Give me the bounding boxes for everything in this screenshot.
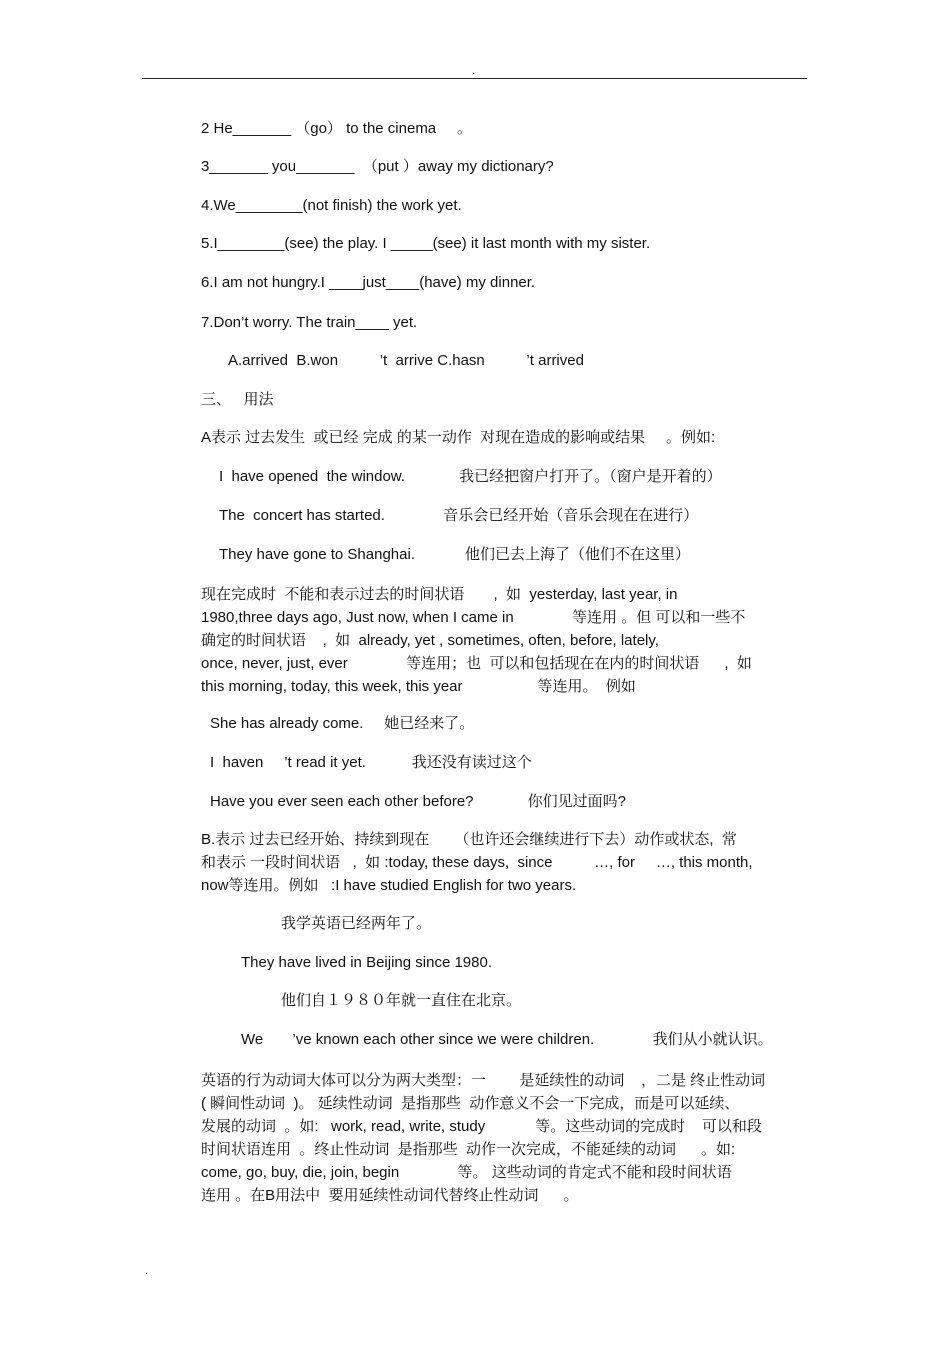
section-heading: 三、 用法 <box>201 391 274 408</box>
exercise-7: 7.Don’t worry. The train____ yet. <box>201 314 418 331</box>
section-b-paragraph <box>201 828 801 897</box>
header-mark: . <box>472 63 476 77</box>
paragraph-line: 现在完成时 不能和表示过去的时间状语 , 如 yesterday, last year, in <box>201 586 678 603</box>
example-3-line-3: 他们自１９８０年就一直住在北京。 <box>281 992 522 1009</box>
example-3-line-4: We ’ve known each other since we were children. 我们从小就认识。 <box>241 1031 773 1048</box>
exercise-7-options: A.arrived B.won ’t arrive C.hasn ’t arrived <box>228 352 584 369</box>
footer-mark: . <box>145 1263 149 1277</box>
example-3-line-2: They have lived in Beijing since 1980. <box>241 954 492 971</box>
exercise-2: 2 He_______ （go） to the cinema 。 <box>201 120 472 137</box>
paragraph-line: 1980,three days ago, Just now, when I came in 等连用 。但 可以和一些不 <box>201 609 746 626</box>
section-a-example-2: The concert has started. 音乐会已经开始（音乐会现在在进行） <box>219 507 699 524</box>
paragraph-line: 时间状语连用 。终止性动词 是指那些 动作一次完成，不能延续的动词 。如: <box>201 1141 736 1158</box>
section-a-intro: A表示 过去发生 或已经 完成 的某一动作 对现在造成的影响或结果 。例如: <box>201 429 716 446</box>
example-2-line-1: She has already come. 她已经来了。 <box>210 715 475 732</box>
exercise-4: 4.We________(not finish) the work yet. <box>201 197 462 214</box>
verb-types-paragraph <box>201 1069 801 1207</box>
example-3-line-1: 我学英语已经两年了。 <box>281 915 432 932</box>
paragraph-line: 和表示 一段时间状语 , 如 :today, these days, since …, for …, this month, <box>201 854 753 871</box>
paragraph-line: now等连用。例如 :I have studied English for two years. <box>201 877 577 894</box>
paragraph-line: come, go, buy, die, join, begin 等。 这些动词的肯定式不能和段时间状语 <box>201 1164 732 1181</box>
paragraph-line: once, never, just, ever 等连用；也 可以和包括现在在内的时间状语 , 如 <box>201 655 752 672</box>
paragraph-line: 确定的时间状语 , 如 already, yet , sometimes, often, before, lately, <box>201 632 659 649</box>
header-rule <box>142 78 807 79</box>
time-adverbial-paragraph <box>201 583 801 698</box>
paragraph-line: 发展的动词 。如: work, read, write, study 等。这些动词的完成时 可以和段 <box>201 1118 762 1135</box>
exercise-6: 6.I am not hungry.I ____just____(have) my dinner. <box>201 274 536 291</box>
exercise-3: 3_______ you_______ （put ）away my dictionary? <box>201 158 554 175</box>
example-2-line-3: Have you ever seen each other before? 你们见过面吗? <box>210 793 627 810</box>
paragraph-line: 连用 。在B用法中 要用延续性动词代替终止性动词 。 <box>201 1187 579 1204</box>
paragraph-line: this morning, today, this week, this year 等连用。 例如 <box>201 678 636 695</box>
section-a-example-3: They have gone to Shanghai. 他们已去上海了（他们不在这里） <box>219 546 690 563</box>
exercise-5: 5.I________(see) the play. I _____(see) it last month with my sister. <box>201 235 651 252</box>
section-a-example-1: I have opened the window. 我已经把窗户打开了。（窗户是开着的） <box>219 468 722 485</box>
paragraph-line: B.表示 过去已经开始、持续到现在 （也许还会继续进行下去）动作或状态, 常 <box>201 831 737 848</box>
paragraph-line: 英语的行为动词大体可以分为两大类型：一 是延续性的动词 ，二是 终止性动词 <box>201 1072 766 1089</box>
example-2-line-2: I haven ’t read it yet. 我还没有读过这个 <box>210 754 532 771</box>
paragraph-line: ( 瞬间性动词 )。 延续性动词 是指那些 动作意义不会一下完成，而是可以延续、 <box>201 1095 740 1112</box>
